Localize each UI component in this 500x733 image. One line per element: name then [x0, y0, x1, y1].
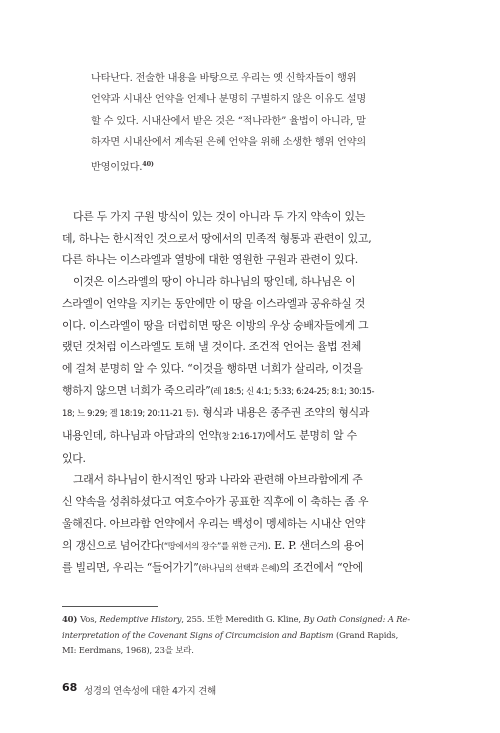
paragraph-line — [62, 380, 437, 403]
running-head: 성경의 연속성에 대한 4가지 견해 — [84, 686, 217, 697]
paragraph-line — [62, 557, 437, 580]
paragraph-line: 다른 하나는 이스라엘과 열방에 대한 영원한 구원과 관련이 있다. — [62, 253, 358, 267]
scripture-reference: 18; 느 9:29; 겔 18:19; 20:11-21 등) — [62, 408, 196, 419]
text-run: . E. P. 샌더스의 용어 — [267, 538, 365, 552]
page-number: 68 — [62, 681, 78, 694]
text-run: 내용인데, 하나님과 아담과의 언약 — [62, 429, 219, 443]
quote-line: 나타난다. 전술한 내용을 바탕으로 우리는 옛 신학자들이 행위 — [91, 73, 357, 84]
paragraph-line: 그래서 하나님이 한시적인 땅과 나라와 관련해 아브라함에게 주 — [73, 473, 363, 487]
paragraph-line: 이다. 이스라엘이 땅을 더럽히면 땅은 이방의 우상 숭배자들에게 그 — [62, 318, 369, 332]
footnote-marker: 40) — [142, 159, 154, 168]
book-title: interpretation of the Covenant Signs of Circumcision and Baptism — [62, 629, 334, 640]
quote-line: 언약과 시내산 언약을 언제나 분명히 구별하지 않은 이유도 설명 — [91, 94, 366, 106]
text-run: 행하지 않으면 너희가 죽으리라” — [62, 383, 211, 397]
book-title: By Oath Consigned: A Re- — [303, 614, 410, 624]
paragraph-line: 데, 하나는 한시적인 것으로서 땅에서의 민족적 형통과 관련이 있고, — [62, 231, 372, 245]
footnote — [62, 612, 442, 659]
footnote-divider — [62, 606, 158, 607]
paragraph-line: 울해진다. 아브라함 언약에서 우리는 백성이 멩세하는 시내산 언약 — [62, 516, 365, 530]
paragraph-line: 랬던 것처럼 이스라엘도 토해 낼 것이다. 조건적 언어는 율법 전체 — [62, 340, 362, 354]
footnote-line: MI: Eerdmans, 1968), 23을 보라. — [62, 645, 194, 656]
quote-line — [91, 154, 421, 178]
parenthetical-note: (“땅에서의 장수”를 위한 근거) — [160, 540, 268, 551]
text-run: . 형식과 내용은 종주권 조약의 형식과 — [195, 406, 370, 420]
text-run: (Grand Rapids, — [333, 629, 399, 640]
paragraph-line — [62, 425, 437, 448]
paragraph-line: 에 걸쳐 분명히 알 수 있다. “이것을 행하면 너희가 살리라, 이것을 — [62, 361, 363, 375]
body-text — [62, 206, 437, 580]
text-run: Vos, — [80, 614, 100, 624]
paragraph-line: 있다. — [62, 451, 86, 465]
paragraph-line: 이것은 이스라엘의 땅이 아니라 하나님의 땅인데, 하나님은 이 — [73, 275, 356, 289]
scripture-reference: (창 2:16-17) — [218, 431, 266, 442]
text-run: 의 조건에서 “안에 — [279, 561, 363, 575]
paragraph-line — [62, 535, 437, 558]
quote-line: 할 수 있다. 시내산에서 받은 것은 “적나라한” 율법이 아니라, 말 — [91, 115, 366, 127]
footnote-number: 40) — [62, 614, 78, 624]
book-title: Redemptive History — [99, 614, 182, 624]
paragraph-line: 다른 두 가지 구원 방식이 있는 것이 아니라 두 가지 약속이 있는 — [73, 210, 366, 223]
footnote-line — [62, 628, 442, 644]
text-run: 의 갱신으로 넘어간다 — [62, 538, 161, 552]
block-quote — [91, 68, 421, 178]
footnote-line — [62, 612, 442, 628]
paragraph-line: 신 약속을 성취하셨다고 여호수아가 공표한 직후에 이 축하는 좀 우 — [62, 495, 369, 509]
text-run: 를 빌리면, 우리는 “들어가기” — [62, 561, 199, 575]
quote-last-text: 반영이었다. — [91, 161, 143, 173]
paragraph-line: 스라엘이 언약을 지키는 동안에만 이 땅을 이스라엘과 공유하실 것 — [62, 296, 365, 310]
text-run: , 255. 또한 Meredith G. Kline, — [181, 614, 304, 624]
text-run: 에서도 분명히 알 수 — [265, 429, 357, 443]
quote-line: 하자면 시내산에서 계속된 은혜 언약을 위해 소생한 행위 언약의 — [91, 137, 366, 149]
parenthetical-note: (하나님의 선택과 은혜) — [198, 563, 280, 574]
scripture-reference: (레 18:5; 신 4:1; 5:33; 6:24-25; 8:1; 30:15- — [210, 385, 375, 396]
paragraph-line — [62, 402, 437, 425]
